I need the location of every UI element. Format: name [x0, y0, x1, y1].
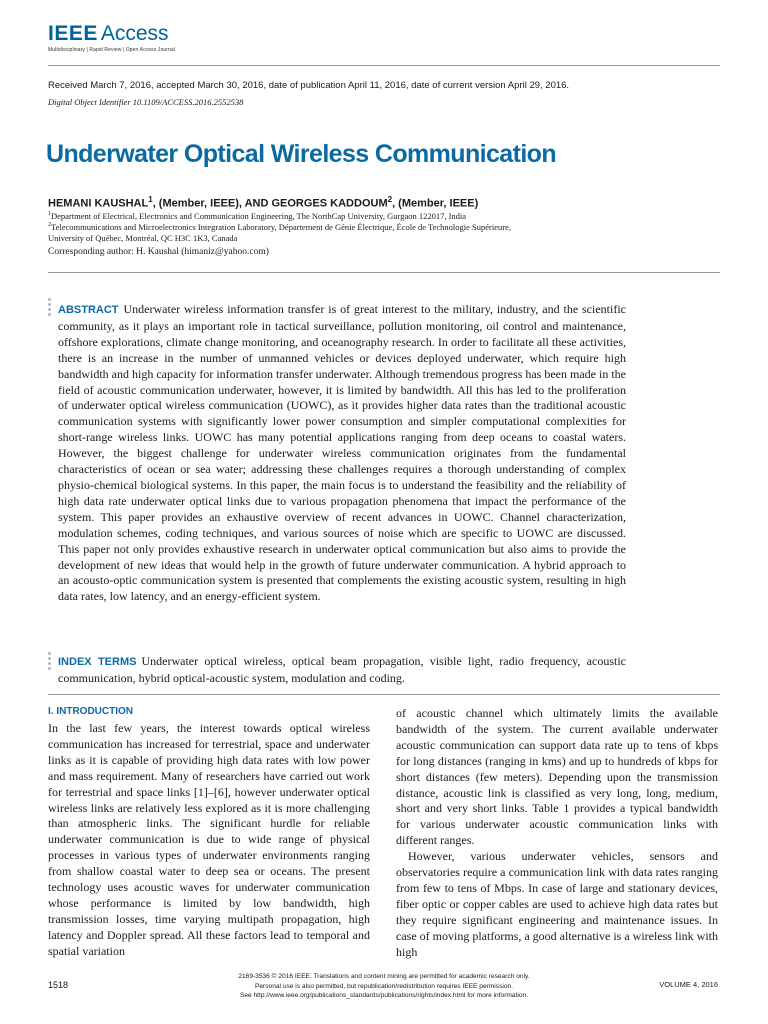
affiliation-1 [48, 211, 466, 221]
doi-line: Digital Object Identifier 10.1109/ACCESS.2016.2552538 [48, 97, 244, 107]
page-number: 1518 [48, 980, 69, 990]
abstract-label: ABSTRACT [58, 304, 119, 316]
affiliation-1-sup: 1 [48, 211, 51, 218]
author-line [48, 195, 478, 210]
copyright-notice [196, 972, 572, 1001]
abstract-top-divider [48, 272, 720, 273]
logo-access-text: Access [100, 22, 169, 45]
copyright-line-3: See http://www.ieee.org/publications_standards/publications/rights/index.html for more information. [239, 992, 529, 1000]
intro-column-2-paragraph-1: of acoustic channel which ultimately limits the available bandwidth of the system. The current available underwater acoustic communication can support data rate up to tens of kbps for long distances (ranging in kms) and up to hundreds of kbps for short distances (few meters). Depending upon the transmission distance, acoustic link is classified as very long, long, medium, short and very short links. Table 1 provides a typical bandwidth for various underwater acoustic communication links with different ranges. [396, 706, 718, 848]
paper-title: Underwater Optical Wireless Communication [46, 140, 557, 168]
logo-ieee-text: IEEE [48, 22, 98, 45]
affiliation-2-text: Telecommunications and Microelectronics Integration Laboratory, Département de Génie Électrique, École de Technologie Supérieure, [51, 222, 511, 232]
logo-tagline: Multidisciplinary | Rapid Review | Open Access Journal [48, 47, 175, 53]
index-terms-label: INDEX TERMS [58, 656, 137, 668]
index-terms [58, 654, 626, 687]
section-heading-introduction: I. INTRODUCTION [48, 706, 133, 717]
intro-column-2 [396, 706, 718, 961]
intro-column-1: In the last few years, the interest towards optical wireless communication has increased for terrestrial, space and underwater links as it is capable of providing high data rates with low power and mass requirement. Many of researchers have carried out work for terrestrial and space links [1]–[6], however underwater optical wireless links are relatively less explored as it is more challenging than atmospheric links. The significant hurdle for reliable underwater communication is due to wide range of physical processes in various types of underwater environments ranging from shallow coastal water to deep sea or oceans. The present technology uses acoustic waves for underwater communication whose performance is limited by low bandwidth, high transmission losses, time varying multipath propagation, high latency and Doppler spread. All these factors lead to temporal and spatial variation [48, 721, 370, 958]
volume-label: VOLUME 4, 2016 [659, 980, 718, 989]
author-2-name: GEORGES KADDOUM [271, 197, 388, 210]
index-terms-marker-icon [47, 652, 51, 670]
intro-column-2-paragraph-2: However, various underwater vehicles, sensors and observatories require a communication link with data rates ranging from few to tens of Mbps. In case of large and stationary devices, fiber optic or copper cables are used to achieve high data rates but they require significant engineering and maintenance issues. In case of moving platforms, a good alternative is a wireless link with high [396, 849, 718, 959]
header-divider [48, 65, 720, 66]
author-1-name: HEMANI KAUSHAL [48, 197, 149, 210]
affiliation-1-text: Department of Electrical, Electronics and Communication Engineering, The NorthCap University, Gurgaon 122017, India [51, 211, 467, 221]
abstract-marker-icon [47, 298, 51, 316]
author-2-sup: 2 [387, 195, 393, 204]
author-2-role: , (Member, IEEE) [392, 197, 479, 210]
abstract [58, 302, 626, 605]
received-dates: Received March 7, 2016, accepted March 30, 2016, date of publication April 11, 2016, date of current version April 29, 2016. [48, 80, 570, 91]
body-divider [48, 694, 720, 695]
journal-logo [48, 22, 175, 53]
abstract-text: Underwater wireless information transfer is of great interest to the military, industry, and the scientific community, as it plays an important role in tactical surveillance, pollution monitoring, oil control and maintenance, offshore explorations, climate change monitoring, and oceanography research. In order to facilitate all these activities, there is an increase in the number of unmanned vehicles or devices deployed underwater, which require high bandwidth and high capacity for information transfer underwater. Although tremendous progress has been made in the field of acoustic communication underwater, however, it is limited by bandwidth. All this has led to the proliferation of underwater optical wireless communication (UOWC), as it provides higher data rates than the traditional acoustic communication systems with significantly lower power consumption and simpler computational complexities for short-range wireless links. UOWC has many potential applications ranging from deep oceans to coastal waters. However, the biggest challenge for underwater wireless communication originates from the fundamental characteristics of ocean or sea water; addressing these challenges requires a thorough understanding of complex physio-chemical biological systems. In this paper, the main focus is to understand the feasibility and the reliability of high data rate underwater optical links due to various propagation phenomena that impact the performance of the system. This paper provides an exhaustive overview of recent advances in UOWC. Channel characterization, modulation schemes, coding techniques, and various sources of noise which are specific to UOWC are discussed. This paper not only provides exhaustive research in underwater optical communication but also aims to provide the development of new ideas that would help in the growth of future underwater communication. A hybrid approach to an acousto-optic communication system is presented that complements the existing acoustic system, resulting in high data rates, low latency, and an energy-efficient system. [58, 302, 626, 604]
author-1-sup: 1 [148, 195, 153, 204]
affiliation-2 [48, 222, 511, 232]
author-1-role: , (Member, IEEE), AND [152, 197, 272, 210]
corresponding-author: Corresponding author: H. Kaushal (himaniz@yahoo.com) [48, 247, 269, 257]
affiliation-2-sup: 2 [48, 222, 51, 229]
copyright-line-2: Personal use is also permitted, but republication/redistribution requires IEEE permission. [254, 982, 514, 990]
affiliation-2-cont: University of Québec, Montréal, QC H3C 1K3, Canada [48, 233, 238, 243]
copyright-line-1: 2169-3536 © 2016 IEEE. Translations and content mining are permitted for academic research only. [238, 973, 530, 980]
index-terms-text: Underwater optical wireless, optical beam propagation, visible light, radio frequency, acoustic communication, hybrid optical-acoustic system, modulation and coding. [58, 654, 627, 685]
